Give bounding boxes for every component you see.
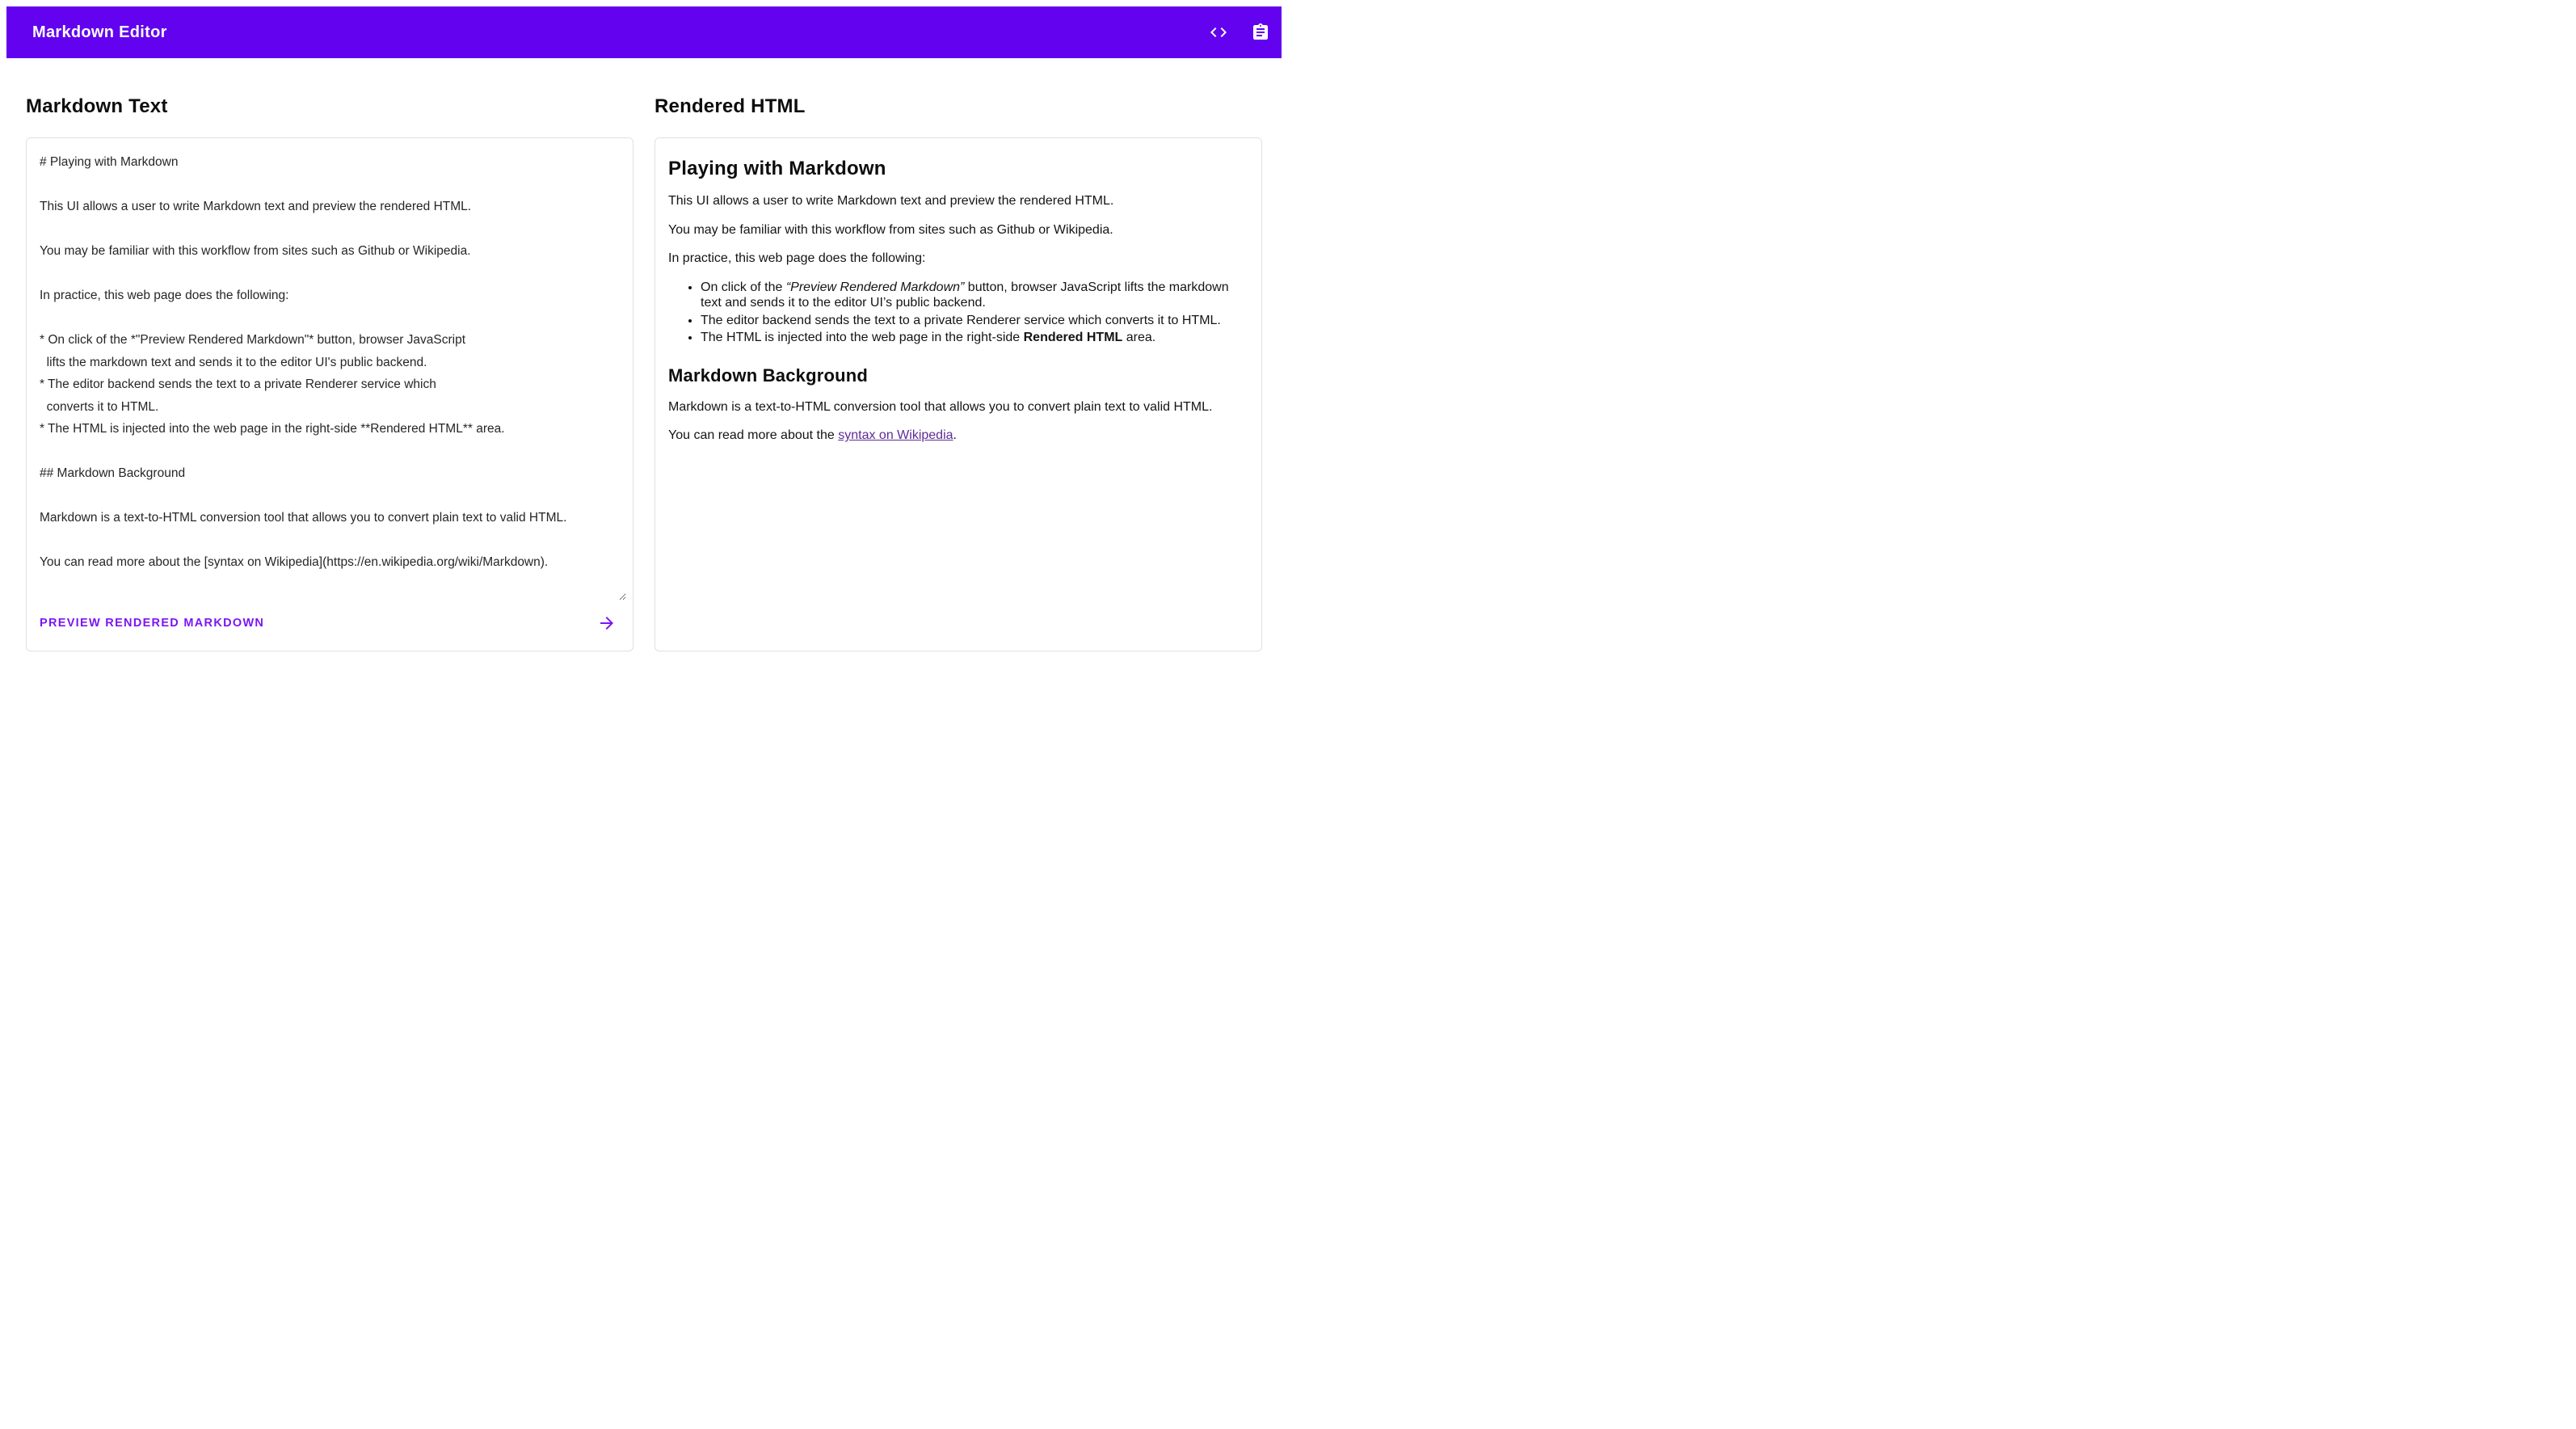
list-item-text: area.: [1122, 331, 1156, 345]
app-bar: [6, 6, 1282, 58]
rendered-paragraph: This UI allows a user to write Markdown text and preview the rendered HTML.: [668, 194, 1114, 208]
list-item: [701, 330, 1248, 346]
rendered-html-card: [655, 137, 1262, 651]
list-item-italic-text: “Preview Rendered Markdown”: [785, 280, 965, 294]
rendered-paragraph: [668, 428, 1248, 444]
app-title: Markdown Editor: [32, 23, 167, 41]
preview-rendered-markdown-button[interactable]: [33, 602, 626, 644]
rendered-h2: Markdown Background: [668, 365, 869, 386]
list-item-text: The editor backend sends the text to a private Renderer service which converts it to HTML.: [701, 313, 1221, 327]
arrow-forward-icon: [597, 613, 617, 633]
markdown-text-section: [26, 58, 633, 651]
assignment-clipboard-icon[interactable]: [1251, 23, 1270, 42]
main-content: [26, 58, 1262, 651]
paragraph-text: You can read more about the: [668, 428, 839, 443]
preview-button-label: PREVIEW RENDERED MARKDOWN: [40, 617, 265, 630]
rendered-paragraph: You may be familiar with this workflow from sites such as Github or Wikipedia.: [668, 222, 1113, 237]
list-item: [701, 280, 1248, 311]
list-item-bold-text: Rendered HTML: [1023, 331, 1123, 345]
rendered-paragraph: In practice, this web page does the following:: [668, 251, 926, 266]
syntax-on-wikipedia-link[interactable]: syntax on Wikipedia: [838, 428, 953, 443]
rendered-h1: Playing with Markdown: [668, 158, 886, 179]
list-item-text: button, browser JavaScript lifts the markdown text and sends it to the editor UI’s public backend.: [701, 280, 1229, 310]
rendered-paragraph: Markdown is a text-to-HTML conversion tool that allows you to convert plain text to valid HTML.: [668, 399, 1213, 414]
right-panel-title: Rendered HTML: [655, 95, 806, 117]
paragraph-text: .: [953, 428, 957, 443]
code-icon[interactable]: [1209, 23, 1228, 42]
left-panel-title: Markdown Text: [26, 95, 168, 117]
list-item-text: On click of the: [701, 280, 786, 294]
list-item: [701, 313, 1248, 329]
markdown-input-card: [26, 137, 633, 651]
rendered-html-section: [655, 58, 1262, 651]
list-item-text: The HTML is injected into the web page in the right-side: [701, 331, 1024, 345]
markdown-textarea[interactable]: [33, 145, 626, 601]
rendered-list: [668, 280, 1248, 346]
